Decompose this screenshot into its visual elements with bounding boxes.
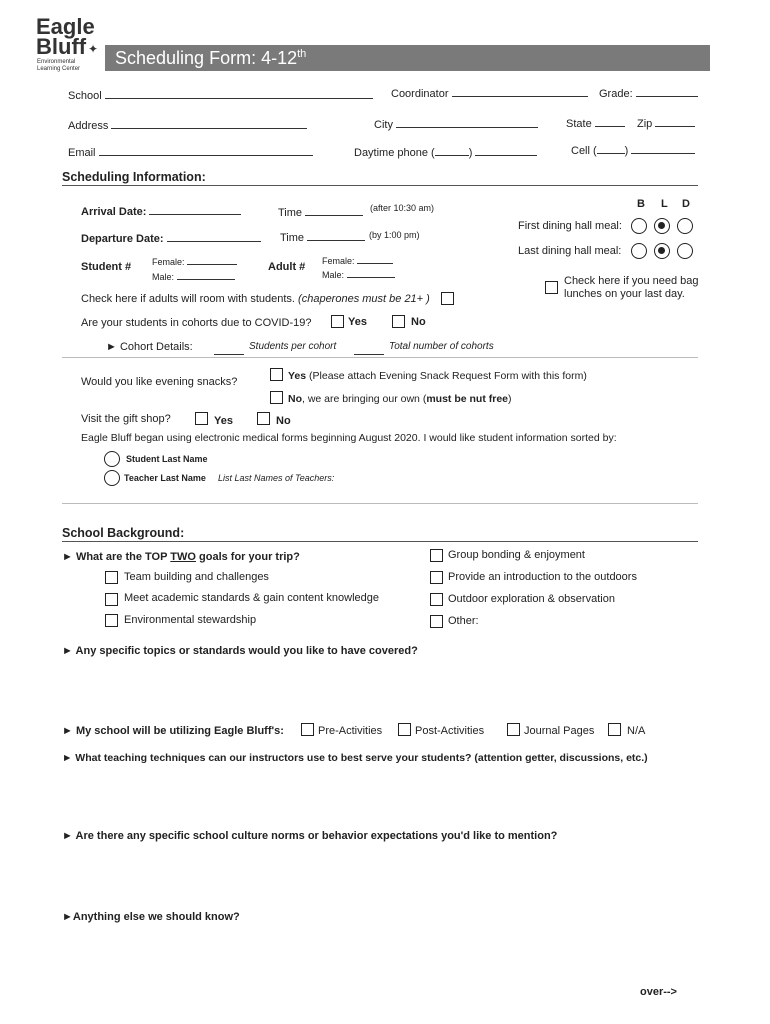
- cohort-divider: [62, 357, 698, 358]
- journal-pages-checkbox[interactable]: [507, 723, 520, 736]
- goal-intro-outdoors-label: Provide an introduction to the outdoors: [448, 571, 637, 583]
- departure-time-field[interactable]: Time: [280, 230, 365, 244]
- last-meal-l-radio[interactable]: [654, 243, 670, 259]
- bld-b: B: [637, 198, 645, 210]
- sort-student-radio[interactable]: [104, 451, 120, 467]
- coordinator-field[interactable]: Coordinator: [391, 86, 588, 100]
- daytime-phone-field[interactable]: Daytime phone ( ): [354, 145, 537, 159]
- goal-team-building-label: Team building and challenges: [124, 571, 269, 583]
- city-field[interactable]: City: [374, 117, 538, 131]
- adult-male-field[interactable]: Male:: [322, 269, 395, 280]
- na-label: N/A: [627, 725, 646, 737]
- sort-student-label: Student Last Name: [126, 454, 208, 464]
- utilizing-question: ► My school will be utilizing Eagle Bluff's:: [62, 725, 284, 737]
- post-activities-label: Post-Activities: [415, 725, 485, 737]
- arrival-note: (after 10:30 am): [370, 203, 435, 213]
- goal-other-label: Other:: [448, 615, 479, 627]
- student-male-field[interactable]: Male:: [152, 271, 235, 282]
- student-count-label: Student #: [81, 261, 132, 273]
- gift-yes-label: Yes: [214, 415, 233, 427]
- last-meal-d-radio[interactable]: [677, 243, 693, 259]
- goal-stewardship-checkbox[interactable]: [105, 614, 118, 627]
- over-label: over-->: [640, 986, 677, 998]
- scheduling-heading: Scheduling Information:: [62, 170, 206, 184]
- cell-field[interactable]: Cell ( ): [571, 143, 695, 157]
- pre-activities-label: Pre-Activities: [318, 725, 383, 737]
- goals-question: ► What are the TOP TWO goals for your trip?: [62, 551, 300, 563]
- gift-no-label: No: [276, 415, 291, 427]
- arrival-time-field[interactable]: Time: [278, 205, 363, 219]
- eagle-icon: ✦: [88, 42, 99, 56]
- state-field[interactable]: State: [566, 116, 625, 130]
- goal-exploration-checkbox[interactable]: [430, 593, 443, 606]
- adult-count-label: Adult #: [268, 261, 306, 273]
- teaching-question: ► What teaching techniques can our instructors use to best serve your students? (attention getter, discussions, etc.): [62, 752, 648, 764]
- logo-sub1: Environmental: [37, 59, 76, 65]
- total-cohorts-label: Total number of cohorts: [389, 341, 494, 352]
- snacks-yes-checkbox[interactable]: [270, 368, 283, 381]
- cohorts-question: Are your students in cohorts due to COVID-19?: [81, 317, 312, 329]
- email-field[interactable]: Email: [68, 145, 313, 159]
- last-meal-label: Last dining hall meal:: [518, 245, 622, 257]
- goal-academic-checkbox[interactable]: [105, 593, 118, 606]
- journal-pages-label: Journal Pages: [524, 725, 595, 737]
- adult-female-field[interactable]: Female:: [322, 255, 393, 266]
- cohorts-no-checkbox[interactable]: [392, 315, 405, 328]
- zip-field[interactable]: Zip: [637, 116, 695, 130]
- background-rule: [62, 541, 698, 542]
- goal-academic-label: Meet academic standards & gain content knowledge: [124, 592, 379, 604]
- first-meal-d-radio[interactable]: [677, 218, 693, 234]
- grade-field[interactable]: Grade:: [599, 86, 698, 100]
- logo-line1: Eagle: [36, 14, 95, 39]
- sort-teacher-radio[interactable]: [104, 470, 120, 486]
- adults-room-label: Check here if adults will room with students. (chaperones must be 21+ ): [81, 293, 430, 305]
- snacks-no-checkbox[interactable]: [270, 391, 283, 404]
- logo-sub2: Learning Center: [37, 66, 81, 72]
- bag-lunch-checkbox[interactable]: [545, 281, 558, 294]
- snacks-question: Would you like evening snacks?: [81, 376, 238, 388]
- cohorts-no-label: No: [411, 316, 426, 328]
- bag-lunch-label-2: lunches on your last day.: [564, 288, 685, 300]
- goal-intro-outdoors-checkbox[interactable]: [430, 571, 443, 584]
- cohorts-yes-checkbox[interactable]: [331, 315, 344, 328]
- na-checkbox[interactable]: [608, 723, 621, 736]
- anything-else-question: ►Anything else we should know?: [62, 911, 240, 923]
- pre-activities-checkbox[interactable]: [301, 723, 314, 736]
- snacks-no-label: No, we are bringing our own (must be nut free): [288, 393, 512, 405]
- goal-team-building-checkbox[interactable]: [105, 571, 118, 584]
- list-teachers-label: List Last Names of Teachers:: [218, 473, 335, 483]
- students-per-cohort-label: Students per cohort: [249, 341, 337, 352]
- page-title: Scheduling Form: 4-12th: [115, 48, 307, 68]
- school-field[interactable]: School: [68, 88, 373, 102]
- snacks-yes-label: Yes (Please attach Evening Snack Request Form with this form): [288, 370, 587, 382]
- adults-room-checkbox[interactable]: [441, 292, 454, 305]
- goal-bonding-label: Group bonding & enjoyment: [448, 549, 585, 561]
- first-meal-label: First dining hall meal:: [518, 220, 622, 232]
- departure-note: (by 1:00 pm): [369, 230, 420, 240]
- gift-shop-question: Visit the gift shop?: [81, 413, 171, 425]
- departure-date-field[interactable]: Departure Date:: [81, 231, 261, 245]
- first-meal-b-radio[interactable]: [631, 218, 647, 234]
- address-field[interactable]: Address: [68, 118, 307, 132]
- culture-question: ► Are there any specific school culture norms or behavior expectations you'd like to mention?: [62, 830, 558, 842]
- bag-lunch-label-1: Check here if you need bag: [564, 275, 699, 287]
- post-activities-checkbox[interactable]: [398, 723, 411, 736]
- gift-no-checkbox[interactable]: [257, 412, 270, 425]
- cohort-details-label: ► Cohort Details:: [106, 341, 193, 353]
- background-heading: School Background:: [62, 526, 185, 540]
- first-meal-l-radio[interactable]: [654, 218, 670, 234]
- gift-yes-checkbox[interactable]: [195, 412, 208, 425]
- cohorts-yes-label: Yes: [348, 316, 367, 328]
- goal-stewardship-label: Environmental stewardship: [124, 614, 257, 626]
- logo-line2: Bluff: [36, 34, 87, 59]
- sort-teacher-label: Teacher Last Name: [124, 473, 206, 483]
- scheduling-bottom-rule: [62, 503, 698, 504]
- header-bar: [105, 45, 710, 71]
- bld-l: L: [661, 198, 668, 210]
- student-female-field[interactable]: Female:: [152, 256, 237, 267]
- goal-bonding-checkbox[interactable]: [430, 549, 443, 562]
- topics-question: ► Any specific topics or standards would you like to have covered?: [62, 645, 418, 657]
- goal-other-checkbox[interactable]: [430, 615, 443, 628]
- bld-d: D: [682, 198, 690, 210]
- medical-forms-text: Eagle Bluff began using electronic medical forms beginning August 2020. I would like student information sorted by:: [81, 432, 617, 444]
- scheduling-rule: [62, 185, 698, 186]
- goal-exploration-label: Outdoor exploration & observation: [448, 593, 615, 605]
- last-meal-b-radio[interactable]: [631, 243, 647, 259]
- arrival-date-field[interactable]: Arrival Date:: [81, 204, 241, 218]
